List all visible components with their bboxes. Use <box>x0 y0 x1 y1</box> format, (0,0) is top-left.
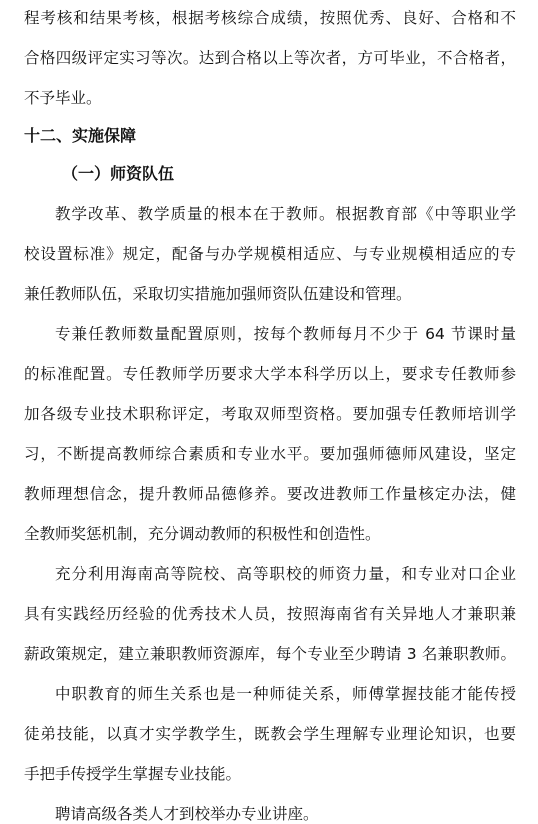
document-page <box>24 0 516 824</box>
paragraph-line: 全教师奖惩机制，充分调动教师的积极性和创造性。 <box>24 525 381 543</box>
paragraph-line: 加各级专业技术职称评定，考取双师型资格。要加强专任教师培训学 <box>24 405 516 423</box>
paragraph-line: 教学改革、教学质量的根本在于教师。根据教育部《中等职业学 <box>55 205 516 223</box>
paragraph-line: 习，不断提高教师综合素质和专业水平。要加强师德师风建设，坚定 <box>24 445 516 463</box>
paragraph-line: 专兼任教师数量配置原则，按每个教师每月不少于 64 节课时量 <box>55 325 516 343</box>
paragraph-line: 手把手传授学生掌握专业技能。 <box>24 765 242 783</box>
paragraph-line: 校设置标准》规定，配备与办学规模相适应、与专业规模相适应的专 <box>24 245 516 263</box>
subsection-heading: （一）师资队伍 <box>62 164 175 183</box>
paragraph-line: 聘请高级各类人才到校举办专业讲座。 <box>55 805 319 823</box>
paragraph-line: 徒弟技能，以真才实学教学生，既教会学生理解专业理论知识，也要 <box>24 725 516 743</box>
paragraph-line: 程考核和结果考核，根据考核综合成绩，按照优秀、良好、合格和不 <box>24 9 516 27</box>
paragraph-line: 不予毕业。 <box>24 89 102 107</box>
paragraph-line: 中职教育的师生关系也是一种师徒关系，师傅掌握技能才能传授 <box>55 685 516 703</box>
paragraph-line: 薪政策规定，建立兼职教师资源库，每个专业至少聘请 3 名兼职教师。 <box>24 645 516 663</box>
paragraph-line: 兼任教师队伍，采取切实措施加强师资队伍建设和管理。 <box>24 285 412 303</box>
paragraph-line: 充分利用海南高等院校、高等职校的师资力量，和专业对口企业 <box>55 565 516 583</box>
paragraph-line: 教师理想信念，提升教师品德修养。要改进教师工作量核定办法，健 <box>24 485 516 503</box>
paragraph-line: 的标准配置。专任教师学历要求大学本科学历以上，要求专任教师参 <box>24 365 516 383</box>
paragraph-line: 合格四级评定实习等次。达到合格以上等次者，方可毕业，不合格者， <box>24 49 516 67</box>
section-heading: 十二、实施保障 <box>24 126 137 145</box>
paragraph-line: 具有实践经历经验的优秀技术人员，按照海南省有关异地人才兼职兼 <box>24 605 516 623</box>
